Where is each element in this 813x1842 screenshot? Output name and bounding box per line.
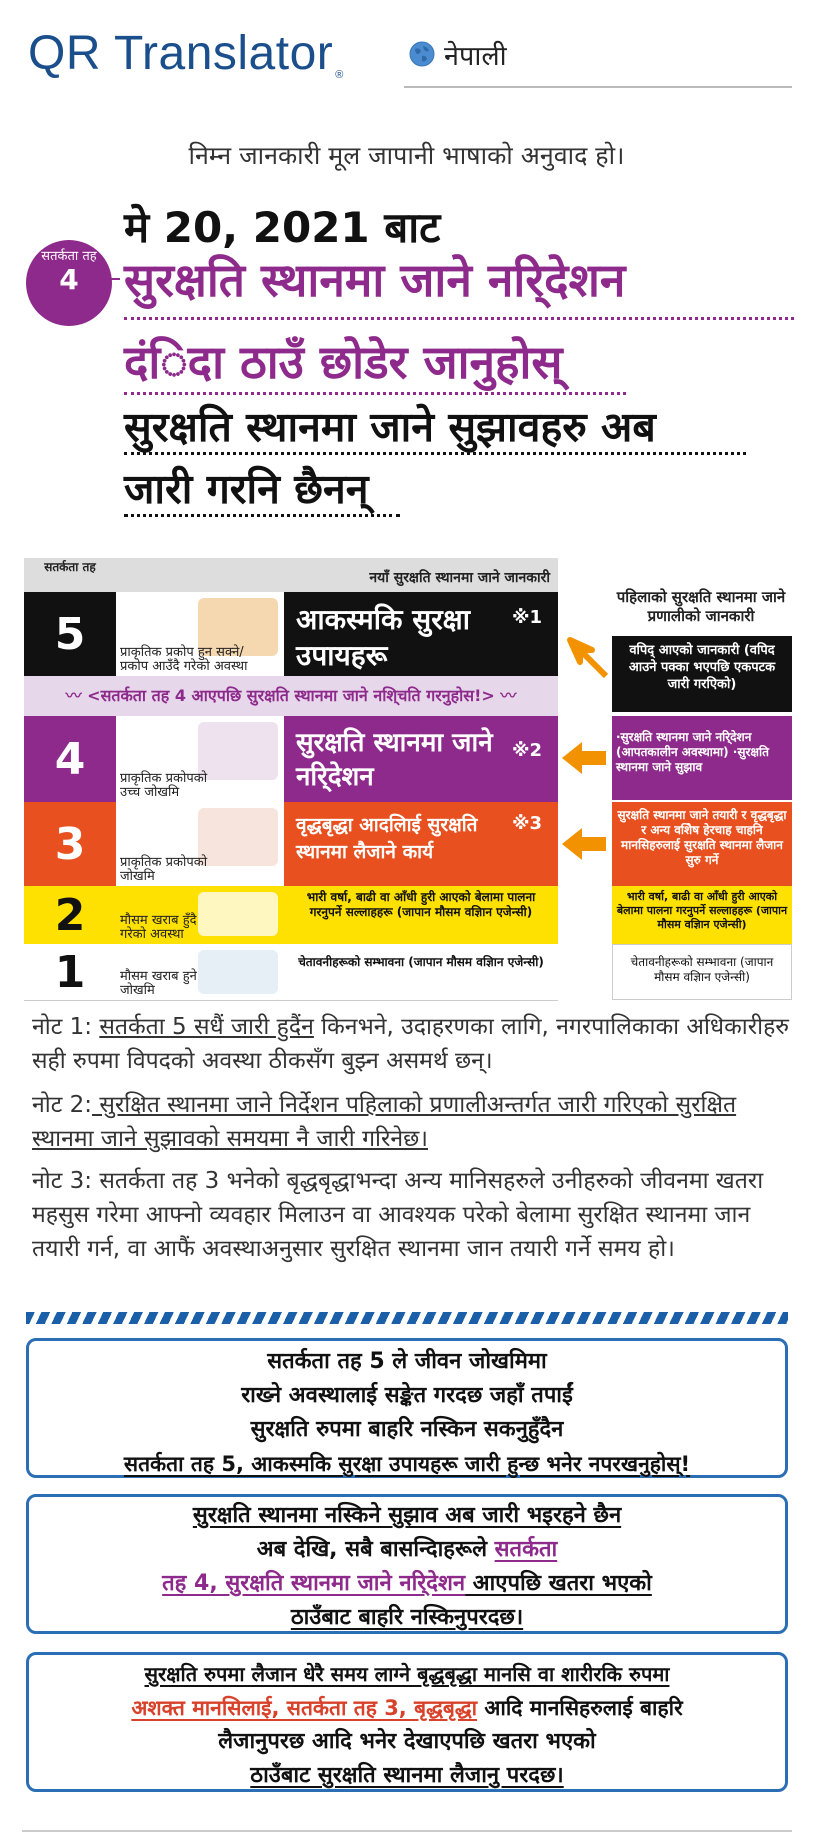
info-box-level-5 <box>26 1338 788 1478</box>
level-number: 2 <box>24 886 116 944</box>
table-row-level-5 <box>24 592 558 676</box>
box-text: आएपछि खतरा भएको <box>465 1571 652 1596</box>
level-number: 3 <box>24 802 116 886</box>
note-emphasis: सतर्कता 5 सधैं जारी हुदैंन <box>99 1014 314 1040</box>
action-label: सुरक्षति स्थानमा जाने नरि्देशन <box>296 728 493 792</box>
box-text: आदि मानसिहरुलाई बाहरि <box>477 1696 683 1720</box>
note-mark: ※1 <box>511 607 542 628</box>
registered-mark: ® <box>335 69 344 81</box>
risk-label: प्राकृतिक प्रकोपको उच्च जोखमि <box>120 771 208 800</box>
language-underline <box>404 86 792 88</box>
box-line: सतर्कता तह 5 ले जीवन जोखमिमा <box>267 1349 547 1374</box>
box-line: सुरक्षति रुपमा लैजान धेरै समय लाग्ने बृद्धबृद्धा मानसि वा शारीरकि रुपमा <box>144 1662 670 1686</box>
badge-connector <box>108 278 120 280</box>
note-1 <box>32 1010 792 1078</box>
risk-label: प्राकृतिक प्रकोप हुन सक्ने/ प्रकोप आउँदै गरेको अवस्था <box>120 645 248 674</box>
box-line <box>29 1567 785 1601</box>
app-logo[interactable] <box>28 26 344 81</box>
globe-icon[interactable] <box>408 40 436 68</box>
box-line-emphasis: सतर्कता तह 5, आकस्मकि सुरक्षा उपायहरू जारी हुन्छ भनेर नपरखनुहोस्! <box>123 1452 691 1476</box>
language-selector[interactable]: नेपाली <box>444 41 507 72</box>
action-cell <box>284 592 558 676</box>
risk-label: प्राकृतिक प्रकोपको जोखमि <box>120 855 208 884</box>
date-heading: मे 20, 2021 बाट <box>124 203 441 252</box>
level-number: 1 <box>24 944 116 1000</box>
table-row-level-4 <box>24 716 558 802</box>
note-mark: ※2 <box>511 740 542 761</box>
table-row-level-3 <box>24 802 558 886</box>
note-label: नोट 2: <box>32 1092 93 1118</box>
action-cell <box>284 716 558 802</box>
heading-advisory-line1: सुरक्षति स्थानमा जाने सुझावहरु अब <box>124 403 656 451</box>
divider <box>124 514 400 517</box>
divider <box>124 392 626 395</box>
note-label: नोट 1: <box>32 1014 93 1040</box>
action-cell <box>284 944 558 1000</box>
divider <box>124 317 794 320</box>
action-cell <box>284 886 558 944</box>
level-4-banner: 〰 <सतर्कता तह 4 आएपछि सुरक्षति स्थानमा जाने नशि्चति गरनुहोस!> 〰 <box>24 676 558 716</box>
box-line <box>29 1691 785 1725</box>
box-line: राख्ने अवस्थालाई सङ्केत गरदछ जहाँ तपाईं <box>241 1383 573 1408</box>
badge-label: सतर्कता तह <box>41 249 97 264</box>
box-line: सुरक्षति रुपमा बाहरि नस्किन सकनुहुँदैन <box>250 1417 564 1442</box>
heading-advisory-line2: जारी गरनि छैनन् <box>124 465 369 513</box>
risk-cell <box>116 944 284 1000</box>
alert-level-badge <box>26 240 112 326</box>
header <box>0 0 813 100</box>
action-label: आकस्मकि सुरक्षा उपायहरू <box>296 603 470 672</box>
badge-level: 4 <box>59 263 79 296</box>
table-header-level: सतर्कता तह <box>24 558 116 592</box>
risk-cell <box>116 592 284 676</box>
risk-label: मौसम खराब हुने जोखमि <box>120 969 197 998</box>
action-cell <box>284 802 558 886</box>
footer-divider <box>22 1830 792 1832</box>
divider <box>124 452 746 455</box>
box-line: सुरक्षति स्थानमा नस्किने सुझाव अब जारी भइरहने छैन <box>192 1503 622 1528</box>
note-mark: ※3 <box>511 813 542 834</box>
table-header-new-info: नयाँ सुरक्षति स्थानमा जाने जानकारी <box>116 558 558 592</box>
previous-system-warnings: चेतावनीहरूको सम्भावना (जापान मौसम वज्ञिान एजेन्सी) <box>612 944 792 1000</box>
arrow-left-icon <box>566 636 612 682</box>
note-emphasis: सुरक्षित स्थानमा जाने निर्देशन पहिलाको प्रणालीअन्तर्गत जारी गरिएको सुरक्षित स्थानमा जाने सुझावको समयमा नै जारी गरिनेछ। <box>32 1092 737 1152</box>
box-line <box>29 1533 785 1567</box>
box-line: ठाउँबाट बाहरि नस्किनुपरदछ। <box>290 1605 524 1630</box>
box-line: ठाउँबाट सुरक्षति स्थानमा लैजानु परदछ। <box>250 1763 564 1788</box>
arrow-left-icon <box>562 828 608 860</box>
info-box-level-4 <box>26 1494 788 1634</box>
box-highlight: सतर्कता <box>494 1537 558 1562</box>
previous-system-heading: पहिलाको सुरक्षति स्थानमा जाने प्रणालीको जानकारी <box>616 588 786 625</box>
heading-evacuation-instruction: सुरक्षति स्थानमा जाने नरि्देशन <box>124 253 626 307</box>
logo-text: QR Translator <box>28 27 334 80</box>
level-number: 4 <box>24 716 116 802</box>
risk-cell <box>116 886 284 944</box>
previous-system-advisory: भारी वर्षा, बाढी वा आँधी हुरी आएको बेलामा पालना गरनुपर्ने सल्लाहहरू (जापान मौसम वज्ञिान एजेन्सी) <box>612 886 792 944</box>
note-3: नोट 3: सतर्कता तह 3 भनेको बृद्धबृद्धाभन्दा अन्य मानिसहरुले उनीहरुको जीवनमा खतरा महसुस गरेमा आफ्नो व्यवहार मिलाउन वा आवश्यक परेको बेलामा सुरक्षित स्थानमा जान तयारी गर्न, वा आफैं अवस्थाअनुसार सुरक्षित स्थानमा जान तयारी गर्ने समय हो। <box>32 1168 764 1262</box>
level-number: 5 <box>24 592 116 676</box>
previous-system-elderly: सुरक्षति स्थानमा जाने तयारी र वृद्धबृद्धा र अन्य वशिेष हेरचाह चाहनि मानसिहरुलाई सुरक्षति स्थानमा लैजान सुरु गर्ने <box>612 802 792 886</box>
box-text: अब देखि, सबै बासन्दिाहरूले <box>256 1537 495 1562</box>
arrow-left-icon <box>562 742 608 774</box>
note-2 <box>32 1088 792 1156</box>
box-highlight: अशक्त मानसिलाई, सतर्कता तह 3, बृद्धबृद्धा <box>131 1696 478 1720</box>
info-box-level-3 <box>26 1652 788 1792</box>
previous-system-evacuation: ·सुरक्षति स्थानमा जाने नरि्देशन (आपतकालीन अवस्थामा) ·सुरक्षति स्थानमा जाने सुझाव <box>612 716 792 800</box>
action-label: चेतावनीहरूको सम्भावना (जापान मौसम वज्ञिान एजेन्सी) <box>298 955 544 969</box>
risk-cell <box>116 716 284 802</box>
table-row-level-2 <box>24 886 558 944</box>
action-label: भारी वर्षा, बाढी वा आँधी हुरी आएको बेलामा पालना गरनुपर्ने सल्लाहहरू (जापान मौसम वज्ञिान एजेन्सी) <box>306 890 536 919</box>
divider-stripe <box>26 1312 788 1324</box>
previous-system-disaster-info: वपिद् आएको जानकारी (वपिद आउने पक्का भएपछि एकपटक जारी गरएिको) <box>612 636 792 712</box>
box-highlight: तह 4, सुरक्षति स्थानमा जाने नरि्देशन <box>162 1571 466 1596</box>
risk-label: मौसम खराब हुँदै गरेको अवस्था <box>120 913 197 942</box>
action-label: वृद्धबृद्धा आदलिाई सुरक्षति स्थानमा लैजाने कार्य <box>296 814 478 863</box>
heading-leave-place: दंिदा ठाउँ छोडेर जानुहोस् <box>124 335 563 389</box>
intro-text: निम्न जानकारी मूल जापानी भाषाको अनुवाद हो। <box>188 141 625 170</box>
note-text: किनभने, उदाहरणका लागि, नगरपालिकाका अधिकारीहरु सही रुपमा विपदको अवस्था ठीकसँग बुझ्न असमर्थ छन्। <box>32 1014 790 1074</box>
risk-cell <box>116 802 284 886</box>
box-line: लैजानुपरछ आदि भनेर देखाएपछि खतरा भएको <box>218 1729 596 1754</box>
table-row-level-1 <box>24 944 558 1001</box>
tv-illustration <box>198 950 278 994</box>
